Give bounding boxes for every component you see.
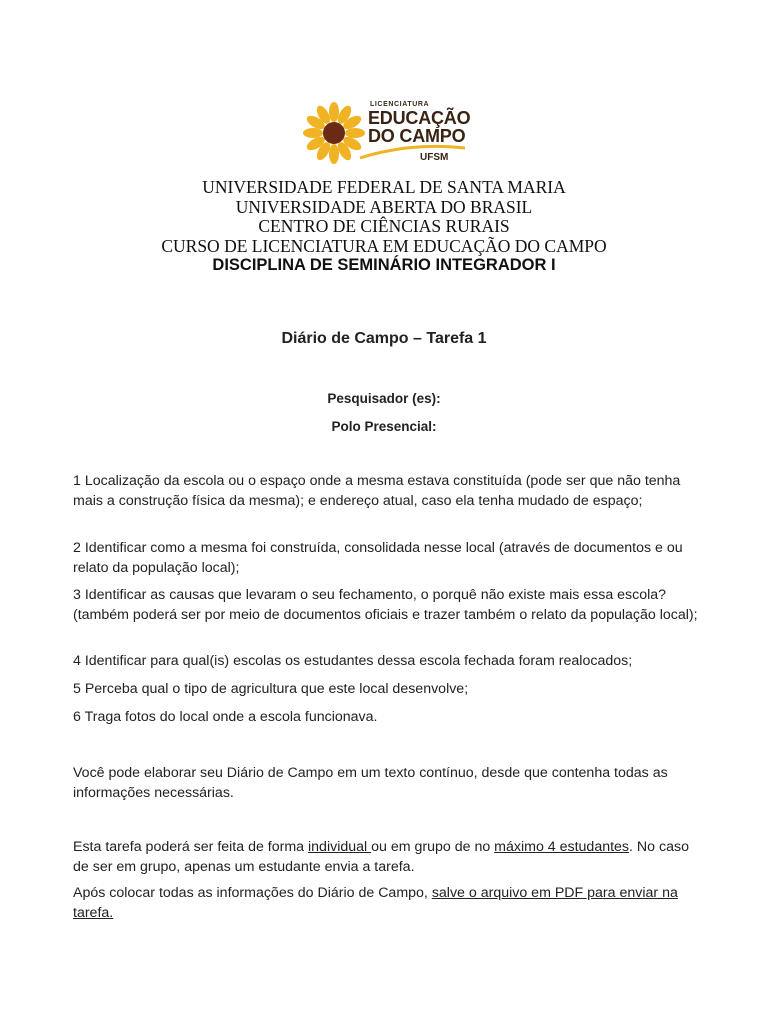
task-text: ou em grupo de no [371, 839, 495, 855]
submit-emphasis: salve o arquivo em PDF para enviar na tarefa. [73, 885, 678, 921]
list-item: 4 Identificar para qual(is) escolas os estudantes dessa escola fechada foram realocados; [73, 653, 633, 669]
submit-instruction [73, 884, 703, 923]
task-text: . No caso de ser em grupo, apenas um estudante envia a tarefa. [73, 839, 689, 875]
institution-header [0, 178, 768, 275]
header-line3: CENTRO DE CIÊNCIAS RURAIS [258, 216, 510, 236]
list-item: 1 Localização da escola ou o espaço onde a mesma estava constituída (pode ser que não tenha mais a construção física da mesma); e endereço atual, caso ela tenha mudado de espaço; [73, 473, 681, 509]
polo-field: Polo Presencial: [331, 419, 437, 434]
note-paragraph: Você pode elaborar seu Diário de Campo em um texto contínuo, desde que contenha todas as informações necessárias. [73, 765, 668, 801]
header-discipline: DISCIPLINA DE SEMINÁRIO INTEGRADOR I [212, 256, 556, 274]
list-item: 5 Perceba qual o tipo de agricultura que este local desenvolve; [73, 681, 469, 697]
header-line1: UNIVERSIDADE FEDERAL DE SANTA MARIA [202, 177, 566, 197]
logo-top-word: LICENCIATURA [370, 101, 430, 108]
page-title: Diário de Campo – Tarefa 1 [281, 330, 487, 347]
submit-text: Após colocar todas as informações do Diário de Campo, [73, 885, 432, 901]
task-paragraph [73, 838, 703, 877]
task-text: Esta tarefa poderá ser feita de forma [73, 839, 309, 855]
researcher-field: Pesquisador (es): [327, 391, 441, 406]
header-line4: CURSO DE LICENCIATURA EM EDUCAÇÃO DO CAMPO [161, 235, 607, 256]
header-line2: UNIVERSIDADE ABERTA DO BRASIL [235, 196, 533, 217]
course-logo [300, 100, 470, 172]
task-emphasis-max: máximo 4 estudantes [494, 839, 630, 855]
logo-line1: EDUCAÇÃO [368, 108, 471, 128]
list-item: 3 Identificar as causas que levaram o seu fechamento, o porquê não existe mais essa escola? (também poderá ser por meio de documentos oficiais e trazer também o relato da população local); [73, 587, 698, 623]
list-item: 2 Identificar como a mesma foi construída, consolidada nesse local (através de documentos e ou relato da população local); [73, 540, 683, 576]
logo-sub: UFSM [420, 152, 449, 163]
logo-line2: DO CAMPO [368, 126, 466, 146]
list-item: 6 Traga fotos do local onde a escola funcionava. [73, 709, 378, 725]
task-emphasis-individual: individual [308, 839, 372, 855]
